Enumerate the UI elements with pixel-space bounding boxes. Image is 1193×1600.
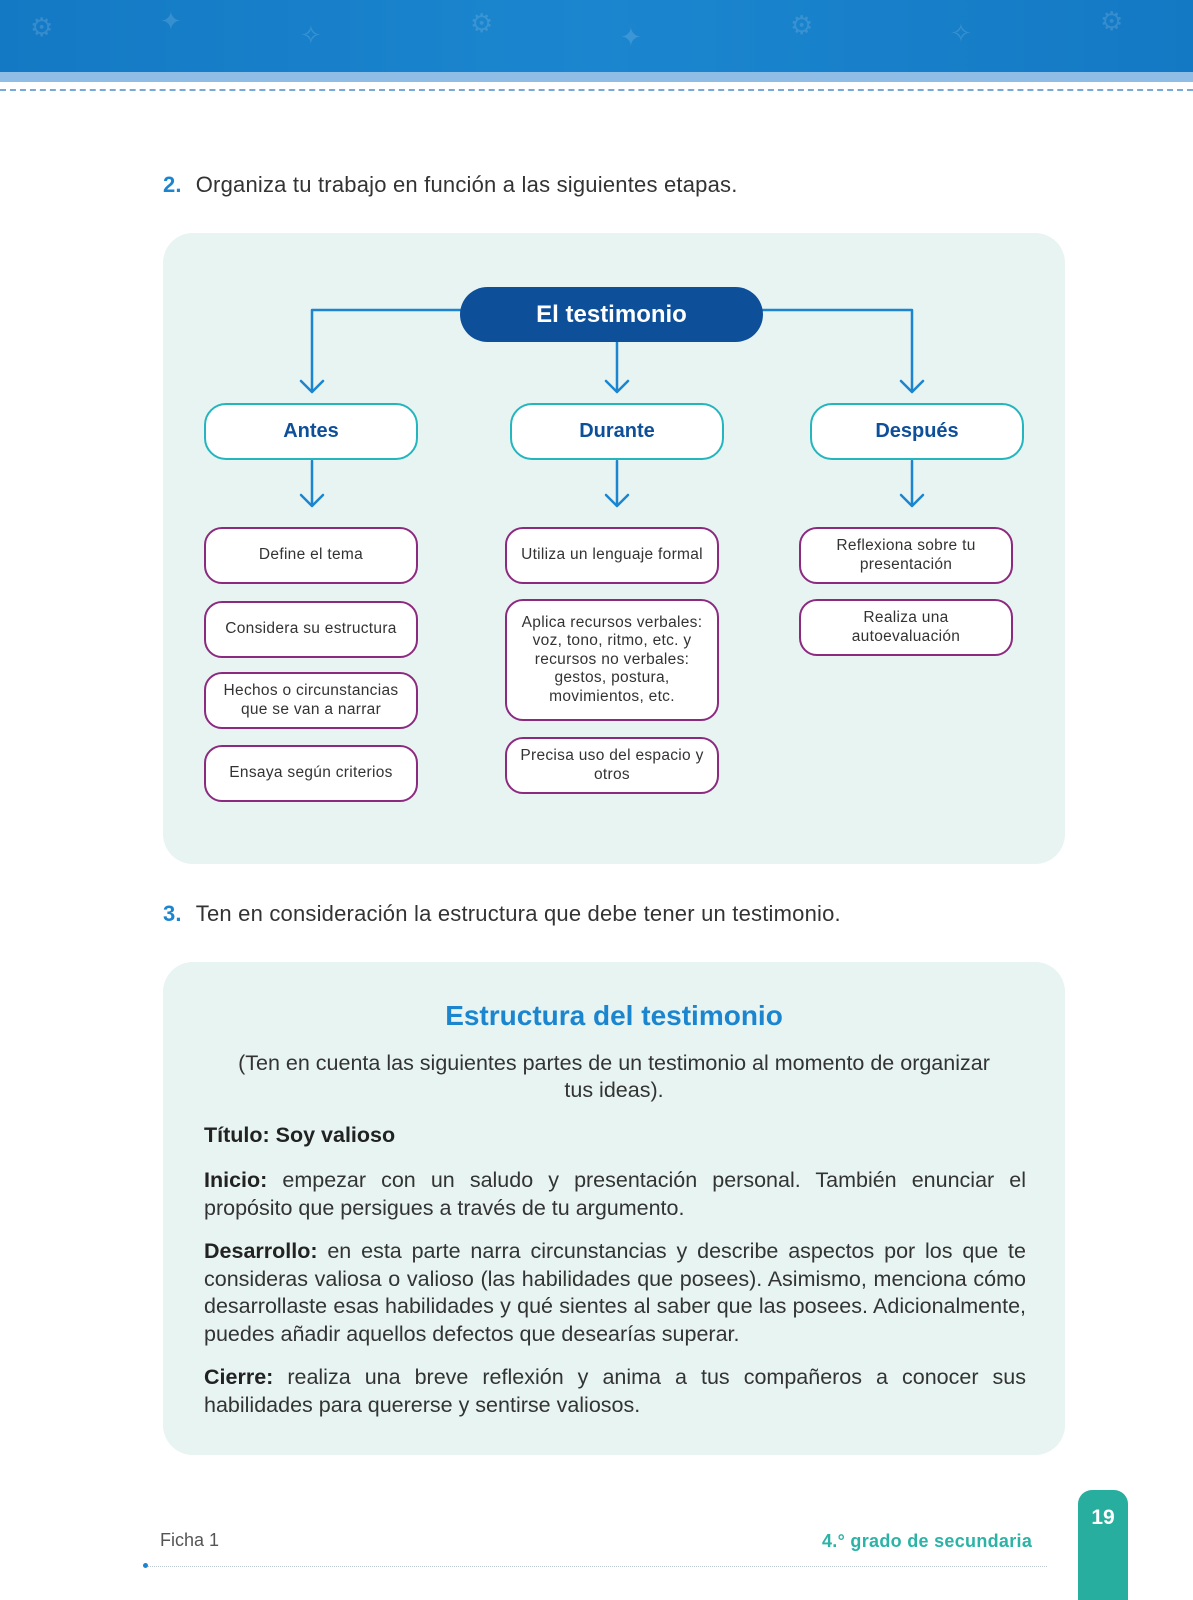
step-antes-4: Ensaya según criterios	[204, 745, 418, 802]
step-durante-1: Utiliza un lenguaje formal	[505, 527, 719, 584]
stage-despues: Después	[810, 403, 1024, 460]
structure-titulo: Título: Soy valioso	[204, 1123, 396, 1147]
gear-icon: ⚙	[30, 12, 54, 42]
step-durante-2: Aplica recursos verbales: voz, tono, ritmo, etc. y recursos no verbales: gestos, postura, movimientos, etc.	[505, 599, 719, 721]
desarrollo-label: Desarrollo:	[204, 1239, 318, 1263]
structure-subtitle: (Ten en cuenta las siguientes partes de un testimonio al momento de organizar tus ideas).	[238, 1051, 990, 1102]
gear-icon: ⚙	[1100, 6, 1124, 36]
step-antes-2: Considera su estructura	[204, 601, 418, 658]
footer-ficha: Ficha 1	[160, 1530, 220, 1550]
instruction-3	[163, 901, 841, 927]
step-despues-1: Reflexiona sobre tu presentación	[799, 527, 1013, 584]
instruction-number: 2.	[163, 172, 182, 197]
star-icon: ✧	[950, 18, 972, 48]
gear-icon: ⚙	[470, 8, 494, 38]
gear-icon: ⚙	[790, 10, 814, 40]
footer-divider	[145, 1566, 1047, 1567]
footer-dot	[143, 1563, 148, 1568]
cierre-text: realiza una breve reflexión y anima a tus compañeros a conocer sus habilidades para quererse y sentirse valiosos.	[204, 1365, 1026, 1417]
connector-right	[763, 310, 912, 391]
instruction-number: 3.	[163, 901, 182, 926]
inicio-label: Inicio:	[204, 1168, 268, 1192]
inicio-text: empezar con un saludo y presentación personal. También enunciar el propósito que persigues a través de tu argumento.	[204, 1168, 1026, 1220]
instruction-text: Ten en consideración la estructura que debe tener un testimonio.	[195, 901, 841, 926]
step-antes-3: Hechos o circunstancias que se van a narrar	[204, 672, 418, 729]
stage-durante: Durante	[510, 403, 724, 460]
cierre-label: Cierre:	[204, 1365, 274, 1389]
structure-cierre	[204, 1364, 1026, 1419]
stage-antes: Antes	[204, 403, 418, 460]
desarrollo-text: en esta parte narra circunstancias y describe aspectos por los que te consideras valiosa o valioso (las habilidades que posees). Asimismo, menciona cómo desarrollaste esas habilidades y qué sientes al saber que las posees. Adicionalmente, puedes añadir aquellos defectos que desearías superar.	[204, 1239, 1026, 1346]
structure-title: Estructura del testimonio	[445, 1000, 783, 1031]
structure-desarrollo	[204, 1238, 1026, 1348]
structure-inicio	[204, 1167, 1026, 1222]
footer-grade: 4.° grado de secundaria	[822, 1531, 1033, 1551]
star-icon: ✦	[620, 22, 642, 52]
step-antes-1: Define el tema	[204, 527, 418, 584]
step-despues-2: Realiza una autoevaluación	[799, 599, 1013, 656]
page-number: 19	[1078, 1490, 1128, 1600]
step-durante-3: Precisa uso del espacio y otros	[505, 737, 719, 794]
structure-panel	[163, 962, 1065, 1455]
star-icon: ✦	[160, 6, 182, 36]
diagram-title: El testimonio	[460, 287, 763, 342]
instruction-text: Organiza tu trabajo en función a las siguientes etapas.	[195, 172, 738, 197]
connector-left	[312, 310, 460, 391]
lightbulb-icon: ✧	[300, 20, 322, 50]
